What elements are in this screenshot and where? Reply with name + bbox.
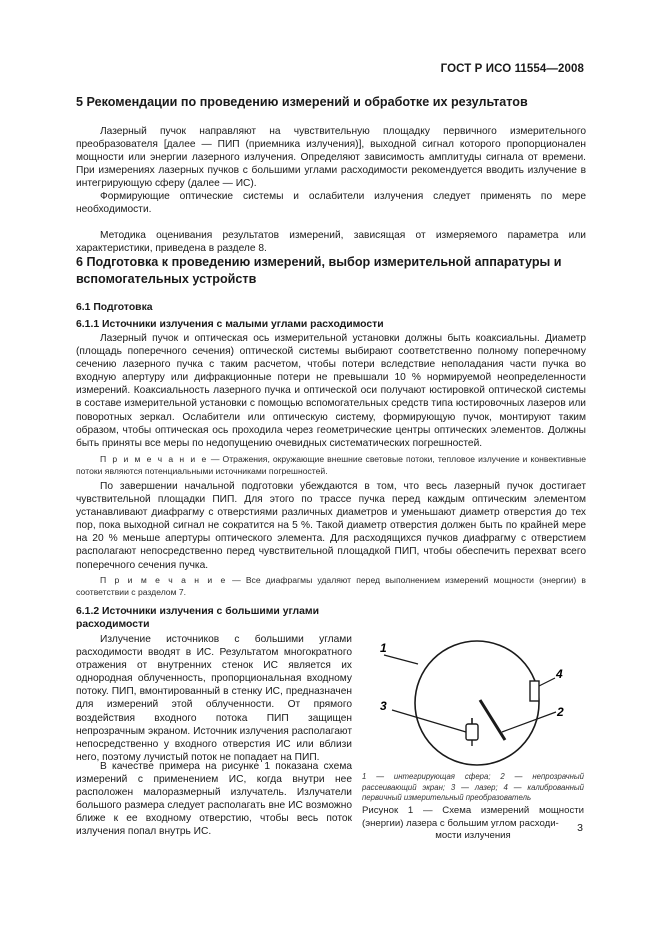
note-1-label: П р и м е ч а н и е — [100, 454, 208, 464]
fig-label-3: 3 — [380, 699, 387, 713]
laser-body — [466, 724, 478, 740]
standard-header: ГОСТ Р ИСО 11554—2008 — [440, 63, 584, 75]
leader-line-2 — [502, 712, 556, 732]
note-2-text: — Все диафрагмы удаляют перед выполнением измерений мощности (энергии) в соответствии с разделом 7. — [76, 575, 586, 597]
leader-line-4 — [539, 678, 555, 686]
note-2 — [76, 574, 586, 598]
fig-label-1: 1 — [380, 641, 387, 655]
figure-caption-end: мости излучения — [435, 830, 511, 841]
note-1-text: — Отражения, окружающие внешние световые потоки, тепловое излучение и конвективные потоки являются потенциальными источниками погрешностей. — [76, 454, 586, 476]
leader-line-1 — [384, 655, 418, 664]
subsection-6-1-2-paragraph-2: В качестве примера на рисунке 1 показана схема измерений с применением ИС, когда внутри нее расположен малоразмерный излучатель. Излучатели большого размера следует располагать вне ИС возможно ближе к ее входному отверстию, чтобы весь поток излучения попал внутрь ИС. — [76, 761, 352, 838]
leader-line-3 — [392, 710, 466, 732]
fig-label-2: 2 — [557, 705, 564, 719]
subsection-6-1-1-paragraph: Лазерный пучок и оптическая ось измерительной установки должны быть коаксиальны. Диаметр (площадь поперечного сечения) оптической системы выбирают соответственно полному поперечному сечению лазерного пучка с таким расчетом, чтобы потери вследствие неполадания части пучка во входную апертуру или дифракционные потери не превышали 10 % нормируемой неопределенности измерений. Коаксиальность лазерного пучка и оптической оси получают юстировкой оптической системы в составе измерительной установки с помощью вспомогательных средств типа юстировочных лазеров или поворотных зеркал. Ослабители или оптическую систему, формирующую пучок, монтируют таким образом, чтобы оптическая ось проходила через геометрические центры оптических элементов. Должны быть приняты все меры по недопущению очевидных систематических погрешностей. — [76, 333, 586, 449]
section-5-paragraph-3: Методика оценивания результатов измерений, зависящая от измеряемого параметра или характеристики, приведена в разделе 8. — [76, 230, 586, 255]
subsection-6-1-2-paragraph-1: Излучение источников с большими углами расходимости вводят в ИС. Результатом многократного отражения от внутренних стенок ИС является их однородная облученность, пропорциональная входному потоку. ПИП, вмонтированный в стенку ИС, предназначен для измерений этой облученности. От прямого воздействия входного потока ПИП защищен непрозрачным экраном. Источник излучения располагают непосредственно у входного отверстия ИС или вблизи него, поэтому лучистый поток не попадает на ПИП. — [76, 634, 352, 763]
page-number: 3 — [577, 822, 583, 834]
note-2-label: П р и м е ч а н и е — [100, 575, 227, 585]
section-5-paragraph-2: Формирующие оптические системы и ослабители излучения следует применять по мере необходимости. — [76, 191, 586, 216]
figure-caption-main: Рисунок 1 — Схема измерений мощности (энергии) лазера с большим углом расходи- — [362, 805, 584, 829]
section-5-paragraph-1: Лазерный пучок направляют на чувствительную площадку первичного измерительного преобразователя [далее — ПИП (приемника излучения)], выходной сигнал которого пропорционален мощности или энергии лазерного излучения. Определяют зависимость амплитуды сигнала от времени. При измерениях лазерных пучков с большими углами расходимости рекомендуется вводить излучение в интегрирующую сферу (далее — ИС). — [76, 126, 586, 190]
subsection-6-1-title: 6.1 Подготовка — [76, 302, 153, 313]
figure-caption — [362, 805, 584, 843]
opaque-screen — [480, 700, 505, 740]
fig-label-4: 4 — [556, 667, 563, 681]
figure-legend: 1 — интегрирующая сфера; 2 — непрозрачный рассеивающий экран; 3 — лазер; 4 — калиброванный первичный измерительный преобразователь — [362, 772, 584, 802]
note-1 — [76, 453, 586, 477]
subsection-6-1-1-title: 6.1.1 Источники излучения с малыми углами расходимости — [76, 319, 384, 330]
subsection-6-1-1-paragraph-2: По завершении начальной подготовки убеждаются в том, что весь лазерный пучок достигает чувствительной площадки ПИП. Для этого по трассе пучка перед каждым оптическим элементом устанавливают диафрагму с отверстиями различных диаметров и уменьшают диаметр отверстия до тех пор, пока выходной сигнал не сократится на 5 %. Такой диаметр отверстия должен быть по крайней мере на 20 % меньше апертуры оптического элемента. Для расходящихся пучков диафрагму с отверстием располагают непосредственно перед чувствительной площадкой ПИП, чтобы обеспечить перехват всего поперечного сечения пучка. — [76, 481, 586, 571]
integrating-sphere-diagram — [362, 640, 586, 768]
subsection-6-1-2-title: 6.1.2 Источники излучения с большими углами расходимости — [76, 606, 320, 630]
section-6-title: 6 Подготовка к проведению измерений, выбор измерительной аппаратуры и вспомогательных устройств — [76, 255, 562, 286]
detector-rect — [530, 681, 539, 701]
integrating-sphere — [415, 641, 539, 765]
section-5-title: 5 Рекомендации по проведению измерений и обработке их результатов — [76, 95, 528, 109]
